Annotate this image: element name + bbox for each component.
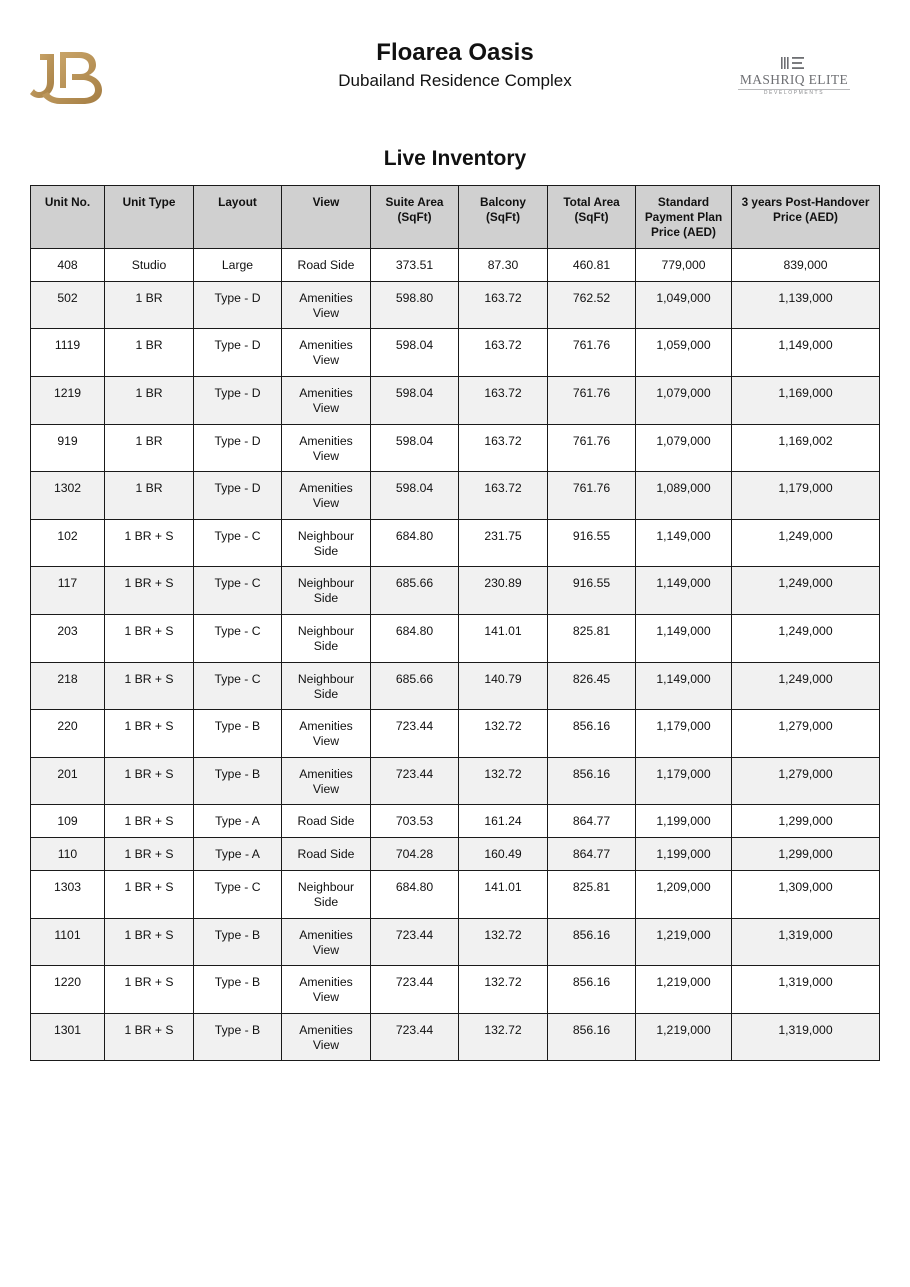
table-cell: 140.79: [459, 662, 548, 710]
column-header: Standard Payment Plan Price (AED): [636, 186, 732, 249]
table-cell: 779,000: [636, 249, 732, 282]
table-row: [31, 870, 880, 918]
table-cell: 916.55: [548, 519, 636, 567]
table-cell: 839,000: [732, 249, 880, 282]
table-cell: 919: [31, 424, 105, 472]
table-cell: 761.76: [548, 472, 636, 520]
column-header: Total Area (SqFt): [548, 186, 636, 249]
table-row: [31, 376, 880, 424]
table-cell: 864.77: [548, 838, 636, 871]
table-cell: Amenities View: [282, 757, 371, 805]
table-cell: Type - A: [194, 838, 282, 871]
table-cell: Studio: [105, 249, 194, 282]
table-cell: 1,049,000: [636, 281, 732, 329]
column-header: Suite Area (SqFt): [371, 186, 459, 249]
table-cell: 1,249,000: [732, 519, 880, 567]
table-cell: 1 BR + S: [105, 805, 194, 838]
table-cell: 1,169,000: [732, 376, 880, 424]
table-cell: Amenities View: [282, 710, 371, 758]
table-cell: 856.16: [548, 710, 636, 758]
table-cell: 1 BR + S: [105, 918, 194, 966]
table-cell: 1,299,000: [732, 838, 880, 871]
table-cell: 132.72: [459, 757, 548, 805]
section-title: Live Inventory: [383, 147, 527, 170]
table-cell: 373.51: [371, 249, 459, 282]
table-cell: 1,149,000: [636, 519, 732, 567]
page-subtitle: Dubailand Residence Complex: [338, 71, 572, 90]
table-cell: 160.49: [459, 838, 548, 871]
table-cell: Type - D: [194, 472, 282, 520]
table-cell: 856.16: [548, 966, 636, 1014]
table-cell: 826.45: [548, 662, 636, 710]
table-cell: 132.72: [459, 966, 548, 1014]
table-row: [31, 805, 880, 838]
table-cell: 598.04: [371, 376, 459, 424]
table-cell: Amenities View: [282, 918, 371, 966]
table-cell: 110: [31, 838, 105, 871]
table-cell: 1,249,000: [732, 662, 880, 710]
table-cell: 1119: [31, 329, 105, 377]
table-cell: 598.04: [371, 472, 459, 520]
table-row: [31, 710, 880, 758]
table-cell: Type - B: [194, 918, 282, 966]
table-cell: 856.16: [548, 918, 636, 966]
table-cell: 864.77: [548, 805, 636, 838]
table-cell: 109: [31, 805, 105, 838]
table-cell: Amenities View: [282, 472, 371, 520]
table-cell: 1,079,000: [636, 376, 732, 424]
table-cell: Type - D: [194, 376, 282, 424]
table-cell: 1,149,000: [636, 614, 732, 662]
table-cell: 1,219,000: [636, 1013, 732, 1061]
table-cell: 1 BR: [105, 424, 194, 472]
table-cell: 1,279,000: [732, 710, 880, 758]
table-cell: 1,079,000: [636, 424, 732, 472]
table-row: [31, 249, 880, 282]
table-cell: 762.52: [548, 281, 636, 329]
table-cell: 201: [31, 757, 105, 805]
table-cell: 141.01: [459, 614, 548, 662]
table-cell: Type - C: [194, 614, 282, 662]
table-cell: 132.72: [459, 710, 548, 758]
table-cell: 1,219,000: [636, 918, 732, 966]
table-cell: 1 BR + S: [105, 1013, 194, 1061]
table-cell: 102: [31, 519, 105, 567]
table-cell: Type - C: [194, 662, 282, 710]
table-cell: 856.16: [548, 757, 636, 805]
table-cell: Type - A: [194, 805, 282, 838]
table-cell: 1302: [31, 472, 105, 520]
table-cell: 132.72: [459, 918, 548, 966]
table-cell: 1 BR + S: [105, 662, 194, 710]
table-cell: 1,179,000: [636, 710, 732, 758]
table-cell: 761.76: [548, 376, 636, 424]
table-cell: 163.72: [459, 424, 548, 472]
table-cell: 460.81: [548, 249, 636, 282]
table-cell: 704.28: [371, 838, 459, 871]
table-cell: 1220: [31, 966, 105, 1014]
table-cell: 1,149,000: [636, 662, 732, 710]
table-cell: Road Side: [282, 838, 371, 871]
table-cell: Amenities View: [282, 1013, 371, 1061]
inventory-table: [30, 185, 880, 1061]
table-row: [31, 329, 880, 377]
table-cell: 1 BR: [105, 281, 194, 329]
table-cell: 1,199,000: [636, 805, 732, 838]
table-cell: 1,319,000: [732, 918, 880, 966]
table-cell: 1,249,000: [732, 567, 880, 615]
table-cell: 685.66: [371, 662, 459, 710]
table-cell: 1,169,002: [732, 424, 880, 472]
table-cell: 1,089,000: [636, 472, 732, 520]
table-cell: Amenities View: [282, 281, 371, 329]
table-cell: Amenities View: [282, 424, 371, 472]
table-row: [31, 966, 880, 1014]
table-cell: Neighbour Side: [282, 662, 371, 710]
table-row: [31, 918, 880, 966]
table-cell: 87.30: [459, 249, 548, 282]
table-cell: 723.44: [371, 918, 459, 966]
table-cell: Type - D: [194, 424, 282, 472]
table-cell: Large: [194, 249, 282, 282]
table-cell: 685.66: [371, 567, 459, 615]
table-body: [31, 249, 880, 1061]
table-row: [31, 519, 880, 567]
table-cell: 723.44: [371, 1013, 459, 1061]
table-cell: Neighbour Side: [282, 519, 371, 567]
mashriq-elite-logo: [734, 56, 854, 98]
table-cell: Neighbour Side: [282, 870, 371, 918]
table-cell: 1301: [31, 1013, 105, 1061]
table-cell: 1 BR: [105, 376, 194, 424]
column-header: Layout: [194, 186, 282, 249]
table-row: [31, 614, 880, 662]
column-header: View: [282, 186, 371, 249]
table-cell: 1,179,000: [636, 757, 732, 805]
table-cell: 1,279,000: [732, 757, 880, 805]
table-cell: 1303: [31, 870, 105, 918]
table-cell: 825.81: [548, 614, 636, 662]
table-cell: 1 BR + S: [105, 966, 194, 1014]
table-cell: 684.80: [371, 519, 459, 567]
table-row: [31, 472, 880, 520]
table-cell: 1,149,000: [732, 329, 880, 377]
column-header: Unit Type: [105, 186, 194, 249]
table-cell: 723.44: [371, 966, 459, 1014]
table-cell: 1101: [31, 918, 105, 966]
table-cell: 1 BR: [105, 329, 194, 377]
table-cell: 163.72: [459, 329, 548, 377]
table-cell: Amenities View: [282, 376, 371, 424]
table-row: [31, 838, 880, 871]
table-cell: Type - B: [194, 1013, 282, 1061]
table-row: [31, 757, 880, 805]
column-header: Unit No.: [31, 186, 105, 249]
table-cell: Neighbour Side: [282, 614, 371, 662]
table-cell: 203: [31, 614, 105, 662]
table-cell: 761.76: [548, 424, 636, 472]
table-cell: 117: [31, 567, 105, 615]
table-cell: 1,299,000: [732, 805, 880, 838]
column-header: 3 years Post-Handover Price (AED): [732, 186, 880, 249]
table-cell: Road Side: [282, 249, 371, 282]
table-cell: 1,179,000: [732, 472, 880, 520]
table-cell: 132.72: [459, 1013, 548, 1061]
table-cell: 231.75: [459, 519, 548, 567]
table-cell: 1 BR + S: [105, 519, 194, 567]
table-cell: Amenities View: [282, 966, 371, 1014]
table-cell: 1,149,000: [636, 567, 732, 615]
table-cell: 825.81: [548, 870, 636, 918]
table-cell: 723.44: [371, 710, 459, 758]
table-cell: 1,309,000: [732, 870, 880, 918]
title-block: [255, 38, 655, 92]
table-cell: 1,219,000: [636, 966, 732, 1014]
table-cell: Type - B: [194, 966, 282, 1014]
table-cell: 916.55: [548, 567, 636, 615]
table-row: [31, 281, 880, 329]
table-cell: 703.53: [371, 805, 459, 838]
table-cell: 1 BR + S: [105, 838, 194, 871]
table-cell: 761.76: [548, 329, 636, 377]
table-cell: 1,209,000: [636, 870, 732, 918]
me-monogram-icon: [779, 56, 809, 70]
table-cell: 856.16: [548, 1013, 636, 1061]
table-cell: 684.80: [371, 614, 459, 662]
table-header-row: [31, 186, 880, 249]
table-cell: Amenities View: [282, 329, 371, 377]
table-cell: 502: [31, 281, 105, 329]
jb-monogram-logo-icon: [30, 48, 108, 106]
table-cell: 598.80: [371, 281, 459, 329]
table-cell: Type - C: [194, 567, 282, 615]
table-row: [31, 567, 880, 615]
table-cell: 598.04: [371, 424, 459, 472]
table-cell: 598.04: [371, 329, 459, 377]
table-cell: 684.80: [371, 870, 459, 918]
table-row: [31, 1013, 880, 1061]
table-cell: 163.72: [459, 376, 548, 424]
table-cell: Type - D: [194, 281, 282, 329]
table-cell: Road Side: [282, 805, 371, 838]
table-cell: 161.24: [459, 805, 548, 838]
table-cell: 1 BR + S: [105, 614, 194, 662]
table-cell: 141.01: [459, 870, 548, 918]
table-cell: 1,249,000: [732, 614, 880, 662]
table-cell: 1,199,000: [636, 838, 732, 871]
table-row: [31, 662, 880, 710]
table-cell: 1,139,000: [732, 281, 880, 329]
table-cell: 723.44: [371, 757, 459, 805]
table-cell: 408: [31, 249, 105, 282]
table-cell: Type - B: [194, 710, 282, 758]
table-row: [31, 424, 880, 472]
table-cell: 1 BR: [105, 472, 194, 520]
table-cell: 218: [31, 662, 105, 710]
table-cell: Type - C: [194, 870, 282, 918]
table-cell: Type - D: [194, 329, 282, 377]
table-cell: 163.72: [459, 281, 548, 329]
table-cell: 1,059,000: [636, 329, 732, 377]
table-cell: 1,319,000: [732, 1013, 880, 1061]
brand-name: MASHRIQ ELITE: [739, 72, 849, 87]
column-header: Balcony (SqFt): [459, 186, 548, 249]
table-cell: Type - C: [194, 519, 282, 567]
table-cell: 1,319,000: [732, 966, 880, 1014]
page-title: Floarea Oasis: [376, 39, 534, 66]
table-cell: 1 BR + S: [105, 710, 194, 758]
table-cell: 1 BR + S: [105, 757, 194, 805]
brand-tagline: DEVELOPMENTS: [738, 89, 850, 97]
table-cell: 220: [31, 710, 105, 758]
table-cell: 1219: [31, 376, 105, 424]
table-cell: 1 BR + S: [105, 870, 194, 918]
table-cell: 1 BR + S: [105, 567, 194, 615]
table-cell: 230.89: [459, 567, 548, 615]
table-cell: 163.72: [459, 472, 548, 520]
table-cell: Neighbour Side: [282, 567, 371, 615]
table-cell: Type - B: [194, 757, 282, 805]
